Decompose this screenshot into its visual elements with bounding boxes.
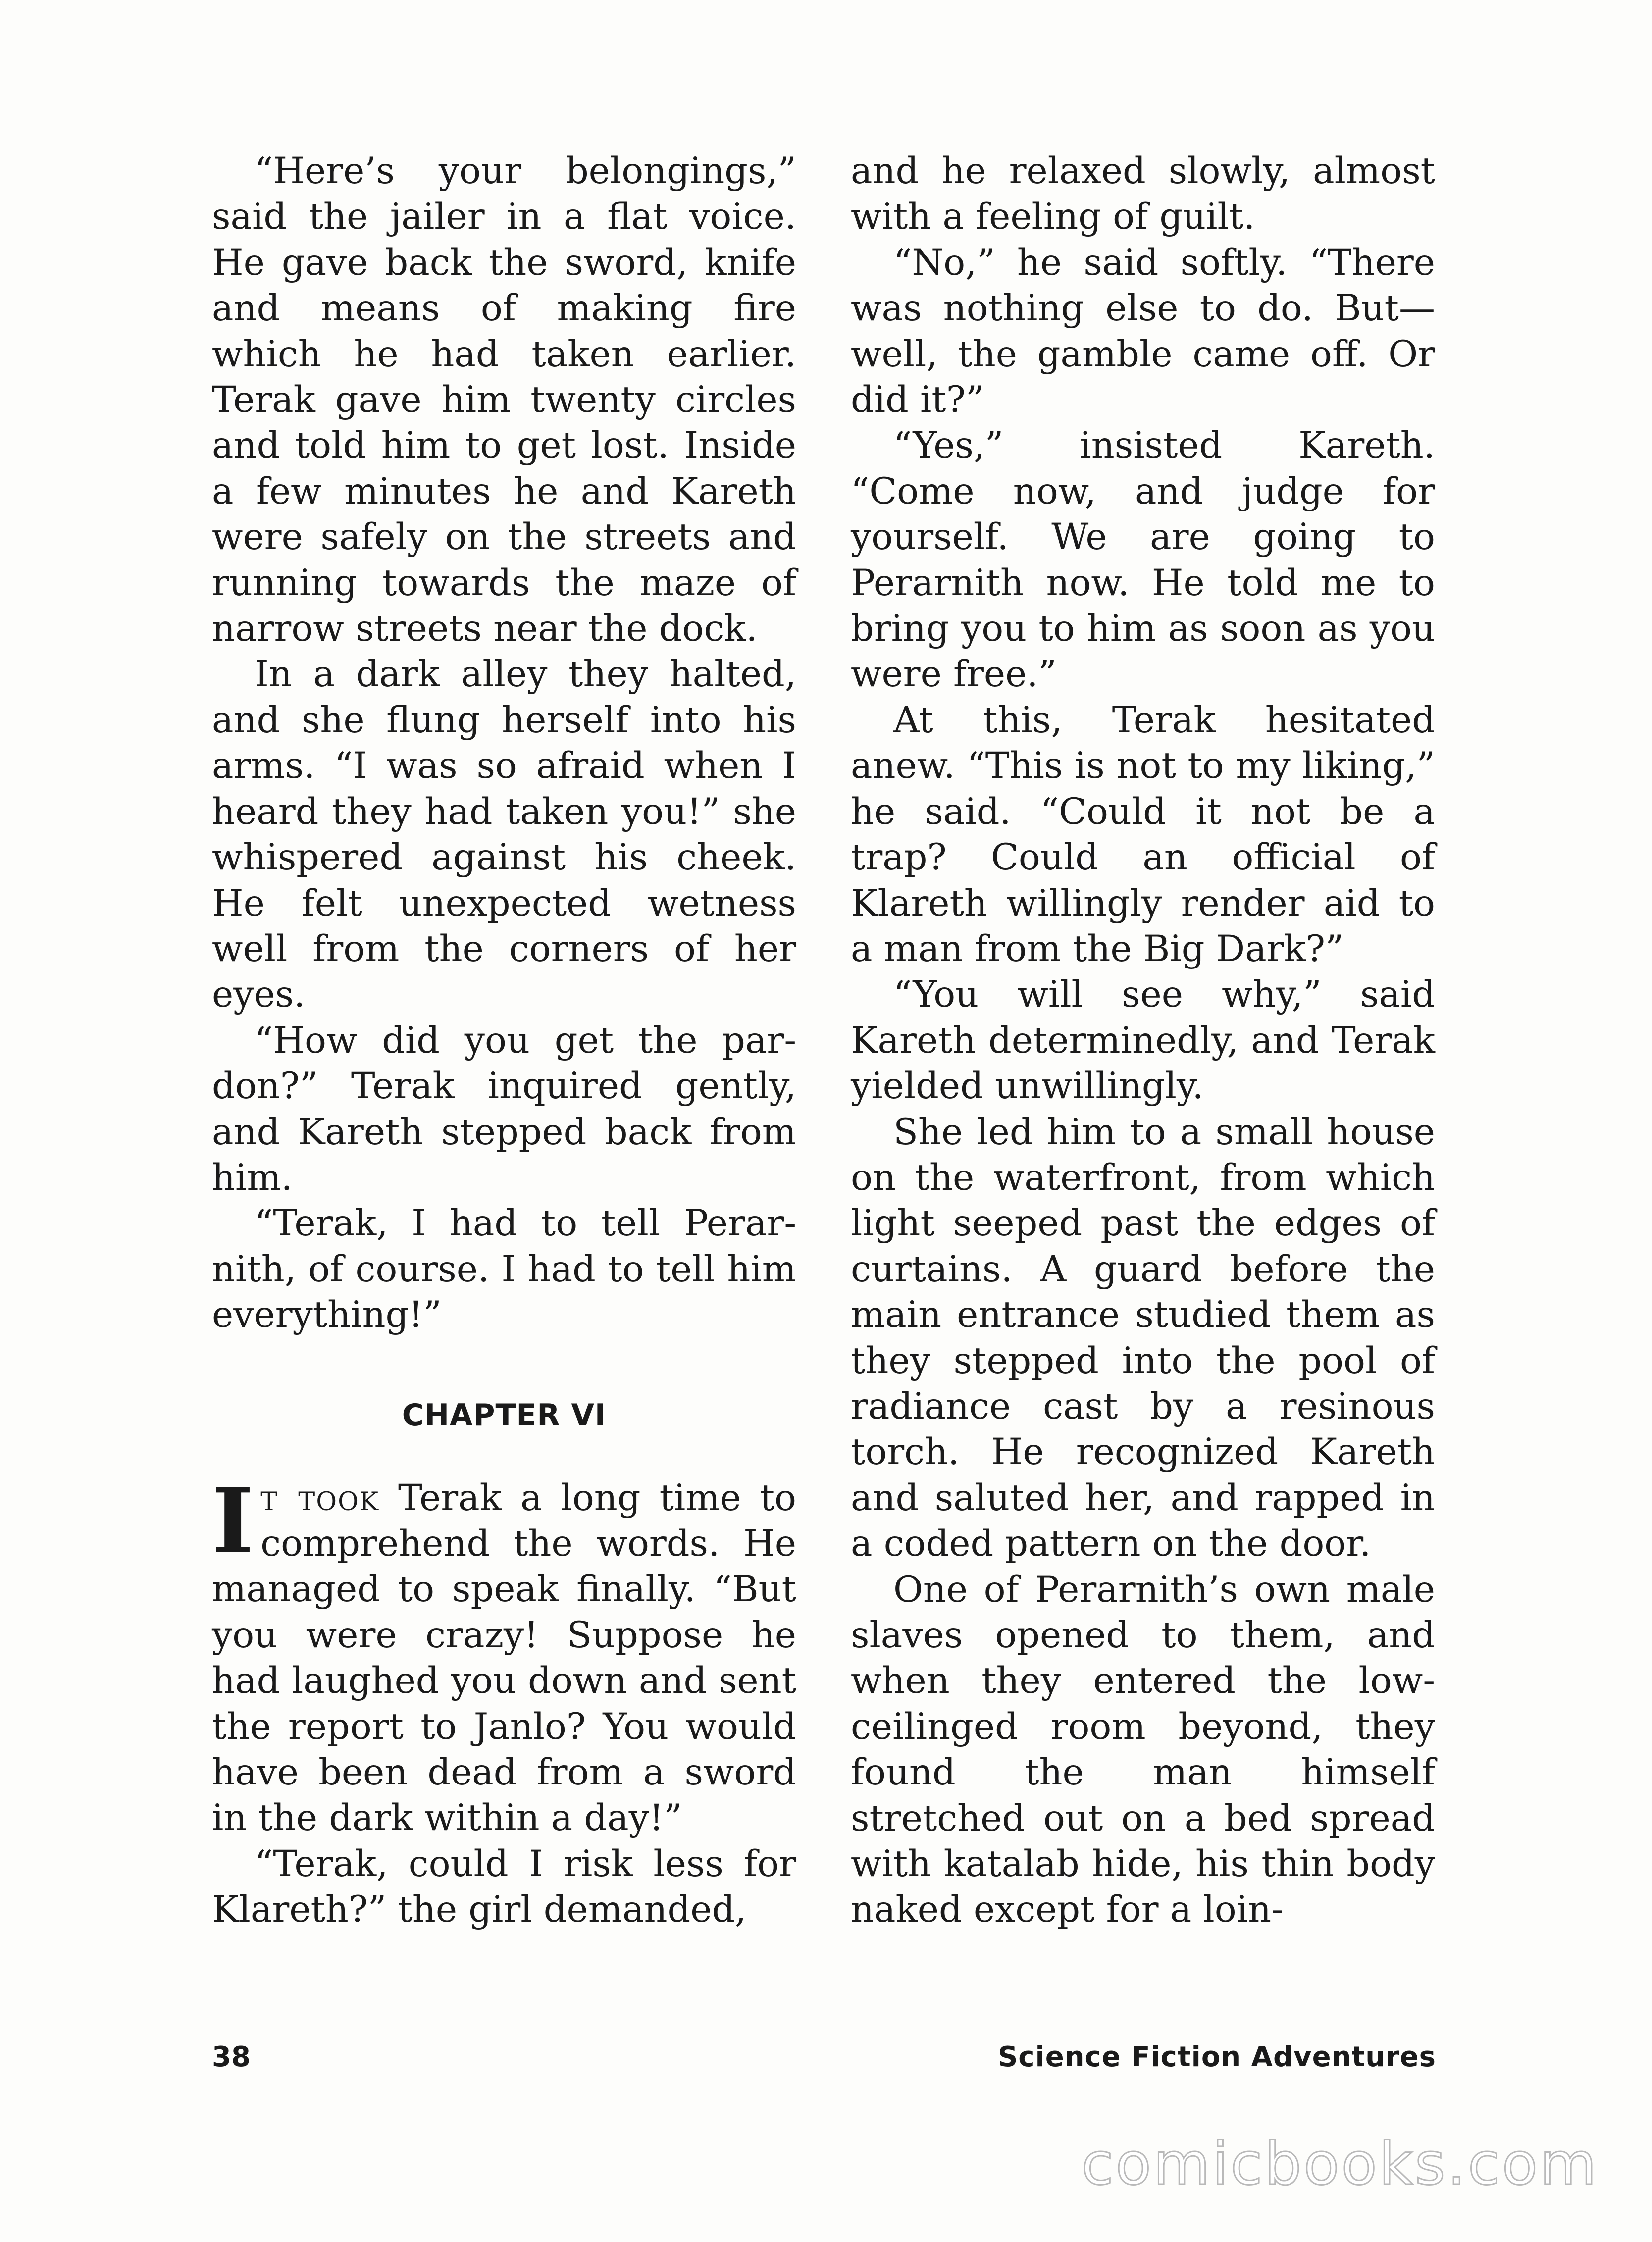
paragraph: In a dark alley they halted, and she flung herself into his arms. “I was so afraid when I heard they had taken you!” she whispered against his cheek. He felt unexpected wetness well from the corners of her eyes. — [212, 653, 796, 1016]
paragraph: “How did you get the pardon?” Terak inquired gently, and Kareth stepped back from him. — [212, 1019, 796, 1199]
chapter-heading: CHAPTER VI — [402, 1397, 607, 1432]
paragraph: At this, Terak hesitated anew. “This is not to my liking,” he said. “Could it not be a trap? Could an official of Klareth willingly render aid to a man from the Big Dark?” — [851, 699, 1435, 970]
paragraph: “You will see why,” said Kareth determinedly, and Terak yielded unwillingly. — [851, 973, 1435, 1108]
paragraph: “No,” he said softly. “There was nothing else to do. But— well, the gamble came off. Or did it?” — [851, 241, 1435, 421]
paragraph: “Terak, could I risk less for Klareth?” the girl demanded, — [212, 1842, 796, 1931]
paragraph: and he relaxed slowly, almost with a feeling of guilt. — [851, 150, 1435, 238]
left-text-column — [212, 149, 796, 1933]
paragraph: One of Perarnith’s own male slaves opened to them, and when they entered the low-ceilinged room beyond, they found the man himself stretched out on a bed spread with katalab hide, his thin body naked except for a loin- — [851, 1568, 1435, 1931]
small-caps-lead: t took — [260, 1477, 379, 1519]
watermark: comicbooks.com — [1081, 2130, 1599, 2198]
drop-cap: I — [212, 1469, 254, 1574]
paragraph: She led him to a small house on the waterfront, from which light seeped past the edges of curtains. A guard before the main entrance studied them as they stepped into the pool of radiance cast by a resinous torch. He recognized Kareth and saluted her, and rapped in a coded pattern on the door. — [851, 1111, 1435, 1565]
paragraph: “Here’s your belongings,” said the jailer in a flat voice. He gave back the sword, knife and means of making fire which he had taken earlier. Terak gave him twenty circles and told him to get lost. Inside a few minutes he and Kareth were safely on the streets and running towards the maze of narrow streets near the dock. — [212, 150, 796, 650]
paragraph: “Terak, I had to tell Perarnith, of course. I had to tell him everything!” — [212, 1202, 796, 1336]
magazine-title: Science Fiction Adventures — [997, 2041, 1436, 2073]
paragraph-text: Terak a long time to comprehend the words. He managed to speak finally. “But you were crazy! Suppose he had laughed you down and sent the report to Janlo? You would have been dead from a sword in the dark within a day!” — [212, 1477, 796, 1839]
paragraph: “Yes,” insisted Kareth. “Come now, and judge for yourself. We are going to Perarnith now. He told me to bring you to him as soon as you were free.” — [851, 424, 1435, 696]
page-number: 38 — [212, 2041, 251, 2073]
right-text-column — [851, 149, 1435, 1933]
chapter-opening-paragraph — [212, 1469, 796, 1841]
